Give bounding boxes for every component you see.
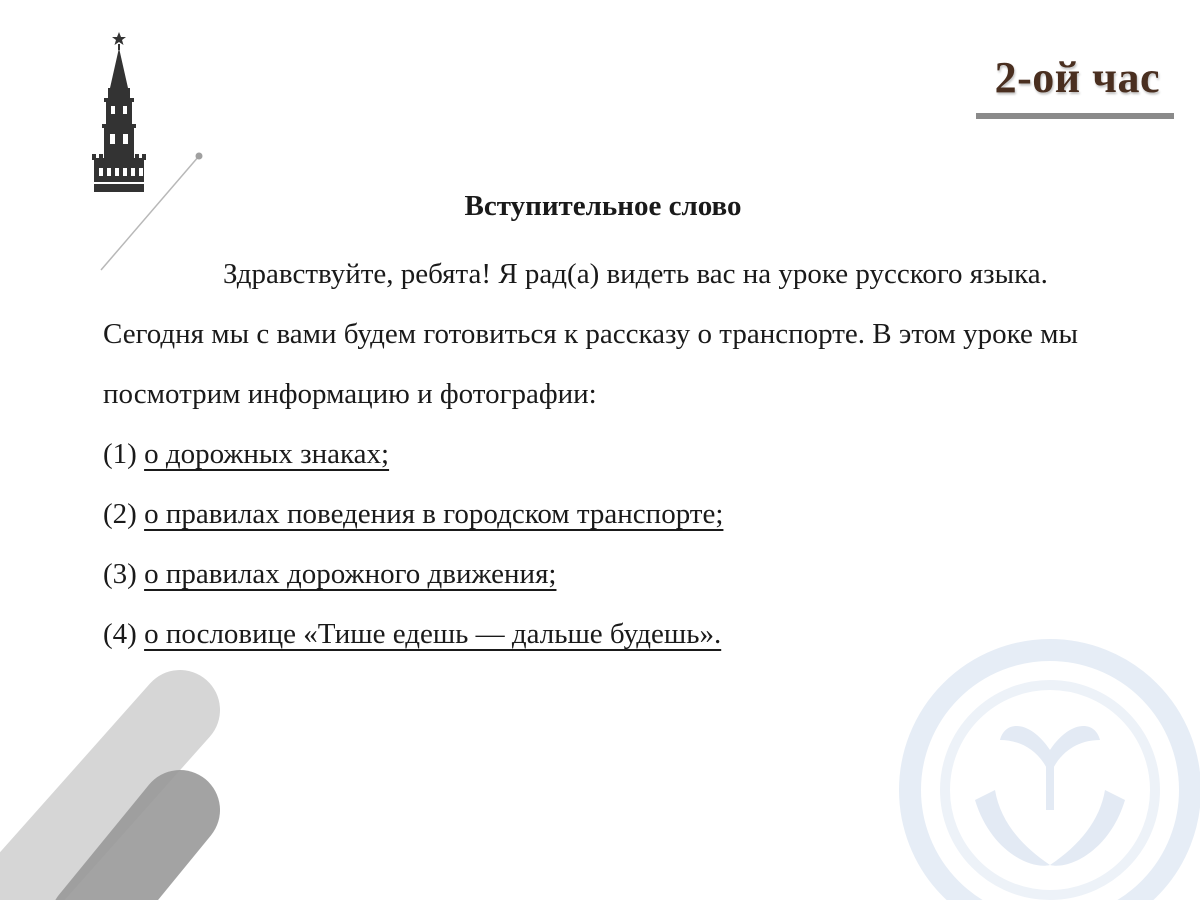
title-underline-bar <box>976 113 1174 119</box>
item-text: о правилах дорожного движения; <box>144 558 557 590</box>
intro-paragraph-text: Здравствуйте, ребята! Я рад(а) видеть вас на уроке русского языка. Сегодня мы с вами будем готовиться к рассказу о транспорте. В этом уроке мы посмотрим информацию и фотографии: <box>103 258 1078 410</box>
ribbon-decoration <box>0 640 260 900</box>
item-number: (4) <box>103 618 137 650</box>
item-text: о правилах поведения в городском транспорте; <box>144 498 724 530</box>
item-text: о пословице «Тише едешь — дальше будешь». <box>144 618 722 650</box>
hour-title: 2-ой час <box>994 53 1160 102</box>
intro-paragraph <box>103 244 1103 424</box>
section-heading: Вступительное слово <box>464 190 742 222</box>
item-number: (1) <box>103 438 137 470</box>
list-item <box>103 424 1103 484</box>
list-item <box>103 544 1103 604</box>
main-content <box>103 186 1103 664</box>
list-item <box>103 484 1103 544</box>
item-number: (3) <box>103 558 137 590</box>
list-item <box>103 604 1103 664</box>
topic-list <box>103 424 1103 664</box>
item-text: о дорожных знаках; <box>144 438 390 470</box>
item-number: (2) <box>103 498 137 530</box>
